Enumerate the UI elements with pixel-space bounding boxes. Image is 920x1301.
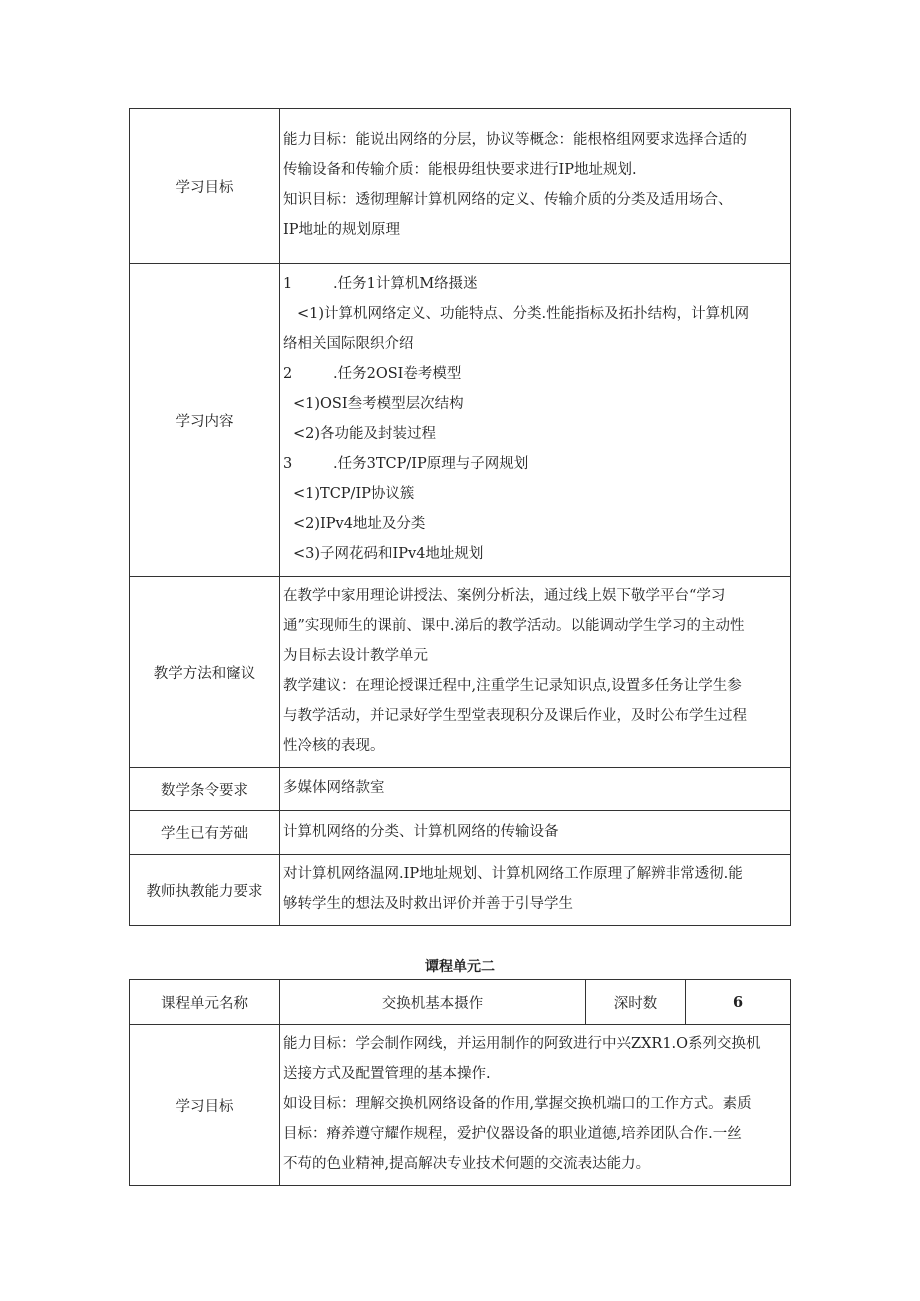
task-number: 1 bbox=[283, 276, 293, 292]
goals-line: 知识目标：透彻理解计算机网络的定义、传输介质的分类及适用场合、 bbox=[283, 192, 733, 208]
teacher-line: 够转学生的想法及时救出评价并善于引导学生 bbox=[283, 896, 573, 912]
task-title: .任务1计算机M络摄迷 bbox=[333, 276, 478, 292]
hours-value: 6 bbox=[686, 980, 791, 1025]
task-item: 络相关国际限织介绍 bbox=[283, 336, 414, 352]
unit2-title: 谭程单元二 bbox=[425, 959, 495, 975]
task-item: <1)计算机网络定义、功能特点、分类.性能指标及拓扑结构，计算机网 bbox=[297, 306, 750, 322]
unit2-table bbox=[129, 979, 791, 1186]
task-title: .任务2OSI卷考模型 bbox=[333, 366, 462, 382]
goals-line: 如设目标：理解交换机网络设备的作用,掌握交换机端口的工作方式。素质 bbox=[283, 1096, 752, 1112]
content-cell bbox=[280, 264, 791, 577]
goals-line: 目标：瘠养遵守耀作规程，爱护仪器设备的职业道德,培养团队合作.一丝 bbox=[283, 1126, 742, 1142]
hours-label: 深时数 bbox=[586, 980, 686, 1025]
method-line: 与教学活动，并记录好学生型堂表现积分及课后作业，及时公布学生过程 bbox=[283, 708, 747, 724]
method-line: 在教学中家用理论讲授法、案例分析法，通过线上娱下敬学平台“学习 bbox=[283, 588, 726, 604]
method-label: 教学方法和窿议 bbox=[130, 577, 280, 768]
foundation-row bbox=[130, 811, 791, 855]
task-title: .任务3TCP/IP原理与子网规划 bbox=[333, 456, 529, 472]
task-item: <2)各功能及封装过程 bbox=[293, 426, 437, 442]
teacher-label: 教师执教能力要求 bbox=[130, 855, 280, 926]
unit-name-value: 交换机基本摄作 bbox=[280, 980, 586, 1025]
task-number: 2 bbox=[283, 366, 293, 382]
unit2-goals-content bbox=[280, 1025, 791, 1186]
task-heading bbox=[283, 269, 782, 299]
goals-line: 送接方式及配置管理的基本操作. bbox=[283, 1066, 491, 1082]
goals-line: 能力目标：学会制作网线，并运用制作的阿致进行中兴ZXR1.O系列交换机 bbox=[283, 1036, 761, 1052]
conditions-value: 多媒体网络款室 bbox=[280, 768, 791, 811]
unit2-goals-label: 学习目标 bbox=[130, 1025, 280, 1186]
task-item: <3)子网花码和IPv4地址规划 bbox=[293, 546, 484, 562]
task-number: 3 bbox=[283, 456, 293, 472]
method-line: 通”实现师生的课前、课中.涕后的教学活动。以能调动学生学习的主动性 bbox=[283, 618, 745, 634]
foundation-label: 学生已有芳础 bbox=[130, 811, 280, 855]
conditions-row bbox=[130, 768, 791, 811]
goals-label: 学习目标 bbox=[130, 109, 280, 264]
teacher-content bbox=[280, 855, 791, 926]
task-item: <2)IPv4地址及分类 bbox=[293, 516, 426, 532]
method-row bbox=[130, 577, 791, 768]
teacher-row bbox=[130, 855, 791, 926]
method-line: 性冷核的表现。 bbox=[283, 738, 385, 754]
content-label: 学习内容 bbox=[130, 264, 280, 577]
goals-line: IP地址的规划原理 bbox=[283, 222, 400, 238]
unit1-table bbox=[129, 108, 791, 926]
goals-row bbox=[130, 109, 791, 264]
task-heading bbox=[283, 359, 782, 389]
task-heading bbox=[283, 449, 782, 479]
content-row bbox=[130, 264, 791, 577]
unit-name-label: 课程单元名称 bbox=[130, 980, 280, 1025]
foundation-value: 计算机网络的分类、计算机网络的传输设备 bbox=[280, 811, 791, 855]
goals-content bbox=[280, 109, 791, 264]
method-line: 为目标去设计教学单元 bbox=[283, 648, 428, 664]
teacher-line: 对计算机网络温网.IP地址规划、计算机网络工作原理了解辨非常透彻.能 bbox=[283, 866, 743, 882]
unit2-header-row bbox=[130, 980, 791, 1025]
task-item: <1)TCP/IP协议簇 bbox=[293, 486, 415, 502]
goals-line: 不苟的色业精神,提高解决专业技术何题的交流表达能力。 bbox=[283, 1156, 651, 1172]
method-line: 教学建议：在理论授课迁程中,注重学生记录知识点,设置多任务让学生参 bbox=[283, 678, 742, 694]
goals-line: 能力目标：能说出网络的分层，协议等概念：能根格组网要求选择合适的 bbox=[283, 132, 747, 148]
task-item: <1)OSI叁考模型层次结构 bbox=[293, 396, 464, 412]
method-content bbox=[280, 577, 791, 768]
unit2-goals-row bbox=[130, 1025, 791, 1186]
conditions-label: 数学条令要求 bbox=[130, 768, 280, 811]
goals-line: 传输设备和传输介质：能根毋组快要求进行IP地址规划. bbox=[283, 162, 637, 178]
